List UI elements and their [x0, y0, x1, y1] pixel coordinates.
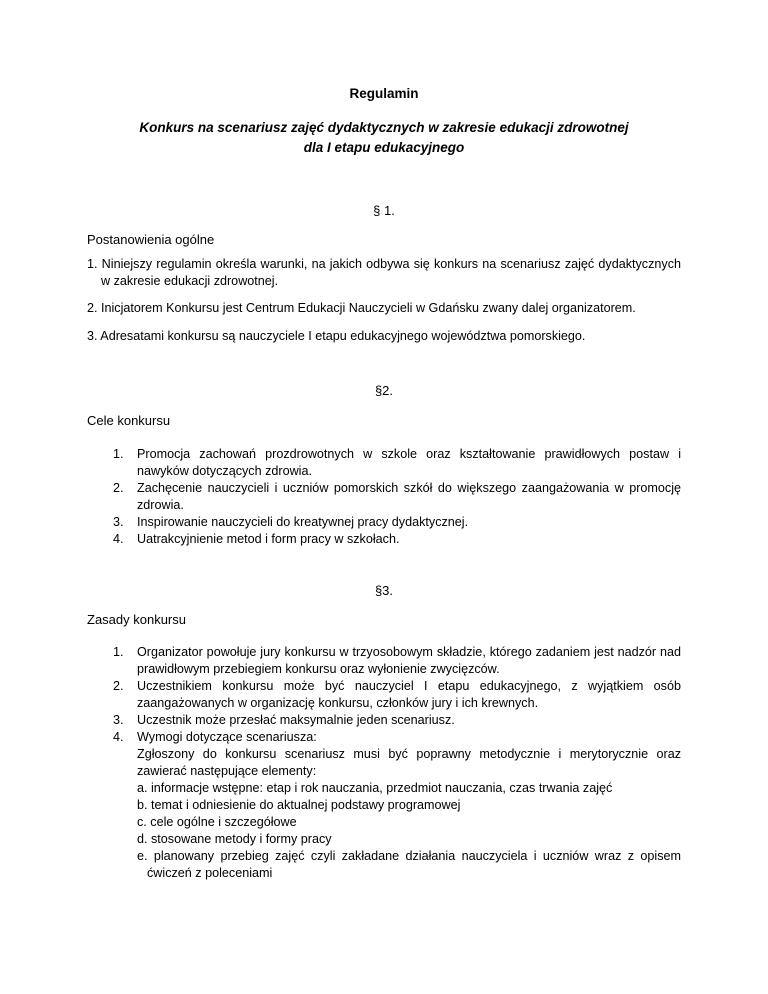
list-item-number: 1.: [113, 447, 124, 461]
list-item-number: 3.: [113, 515, 124, 529]
section-1-paragraph-1: [87, 256, 681, 290]
section-1-number: § 1.: [373, 203, 395, 218]
requirement-item: a. informacje wstępne: etap i rok nauczania, przedmiot nauczania, czas trwania zajęć: [137, 781, 613, 795]
subtitle-line-1: Konkurs na scenariusz zajęć dydaktycznych w zakresie edukacji zdrowotnej: [139, 120, 629, 135]
list-item: [113, 712, 681, 729]
section-3-number: §3.: [374, 583, 394, 598]
subtitle-line-2: dla I etapu edukacyjnego: [303, 140, 465, 155]
list-item-text: Organizator powołuje jury konkursu w trzyosobowym składzie, którego zadaniem jest nadzór nad prawidłowym przebiegiem konkursu oraz wyłonienie zwycięzców.: [137, 645, 681, 676]
list-item-number: 3.: [113, 713, 124, 727]
requirement-item: e. planowany przebieg zajęć czyli zakładane działania nauczyciela i uczniów wraz z opisem ćwiczeń z poleceniami: [137, 849, 681, 880]
list-item-number: 1.: [113, 645, 124, 659]
section-2-number: §2.: [374, 383, 394, 398]
list-item-text: Uatrakcyjnienie metod i form pracy w szkołach.: [137, 532, 400, 546]
list-item: [113, 644, 681, 678]
section-2-heading: Cele konkursu: [87, 413, 171, 428]
section-1-paragraph-2: 2. Inicjatorem Konkursu jest Centrum Edukacji Nauczycieli w Gdańsku zwany dalej organizatorem.: [87, 301, 636, 315]
list-item-number: 4.: [113, 730, 124, 744]
section-3-heading: Zasady konkursu: [87, 612, 186, 627]
list-item: [113, 514, 681, 531]
requirement-item: b. temat i odniesienie do aktualnej podstawy programowej: [137, 798, 461, 812]
section-2-list: [113, 446, 681, 548]
requirement-item: d. stosowane metody i formy pracy: [137, 832, 332, 846]
list-item: [113, 678, 681, 712]
section-1-paragraph-3: 3. Adresatami konkursu są nauczyciele I etapu edukacyjnego województwa pomorskiego.: [87, 329, 586, 343]
list-item-text: Promocja zachowań prozdrowotnych w szkole oraz kształtowanie prawidłowych postaw i nawyków dotyczących zdrowia.: [137, 447, 681, 478]
list-item: [113, 480, 681, 514]
list-item-text: Uczestnik może przesłać maksymalnie jeden scenariusz.: [137, 713, 455, 727]
requirements-intro: Zgłoszony do konkursu scenariusz musi być poprawny metodycznie i merytorycznie oraz zawierać następujące elementy:: [137, 747, 681, 778]
list-item-text: Wymogi dotyczące scenariusza:: [137, 730, 317, 744]
list-item: [113, 446, 681, 480]
list-item-number: 2.: [113, 481, 124, 495]
list-item-number: 4.: [113, 532, 124, 546]
list-item-text: Uczestnikiem konkursu może być nauczyciel I etapu edukacyjnego, z wyjątkiem osób zaangażowanych w organizację konkursu, członków jury i ich krewnych.: [137, 679, 681, 710]
list-item: [113, 531, 681, 548]
document-title: Regulamin: [349, 86, 419, 101]
requirement-item: c. cele ogólne i szczegółowe: [137, 815, 297, 829]
section-1-heading: Postanowienia ogólne: [87, 232, 215, 247]
list-item-text: Zachęcenie nauczycieli i uczniów pomorskich szkół do większego zaangażowania w promocję zdrowia.: [137, 481, 681, 512]
section-3-list: [113, 644, 681, 882]
list-item-number: 2.: [113, 679, 124, 693]
section-1-paragraph-1-text: 1. Niniejszy regulamin określa warunki, na jakich odbywa się konkurs na scenariusz zajęć dydaktycznych w zakresie edukacji zdrowotnej.: [87, 257, 681, 288]
list-item-text: Inspirowanie nauczycieli do kreatywnej pracy dydaktycznej.: [137, 515, 469, 529]
document-subtitle: [0, 118, 768, 158]
list-item: [113, 729, 681, 882]
